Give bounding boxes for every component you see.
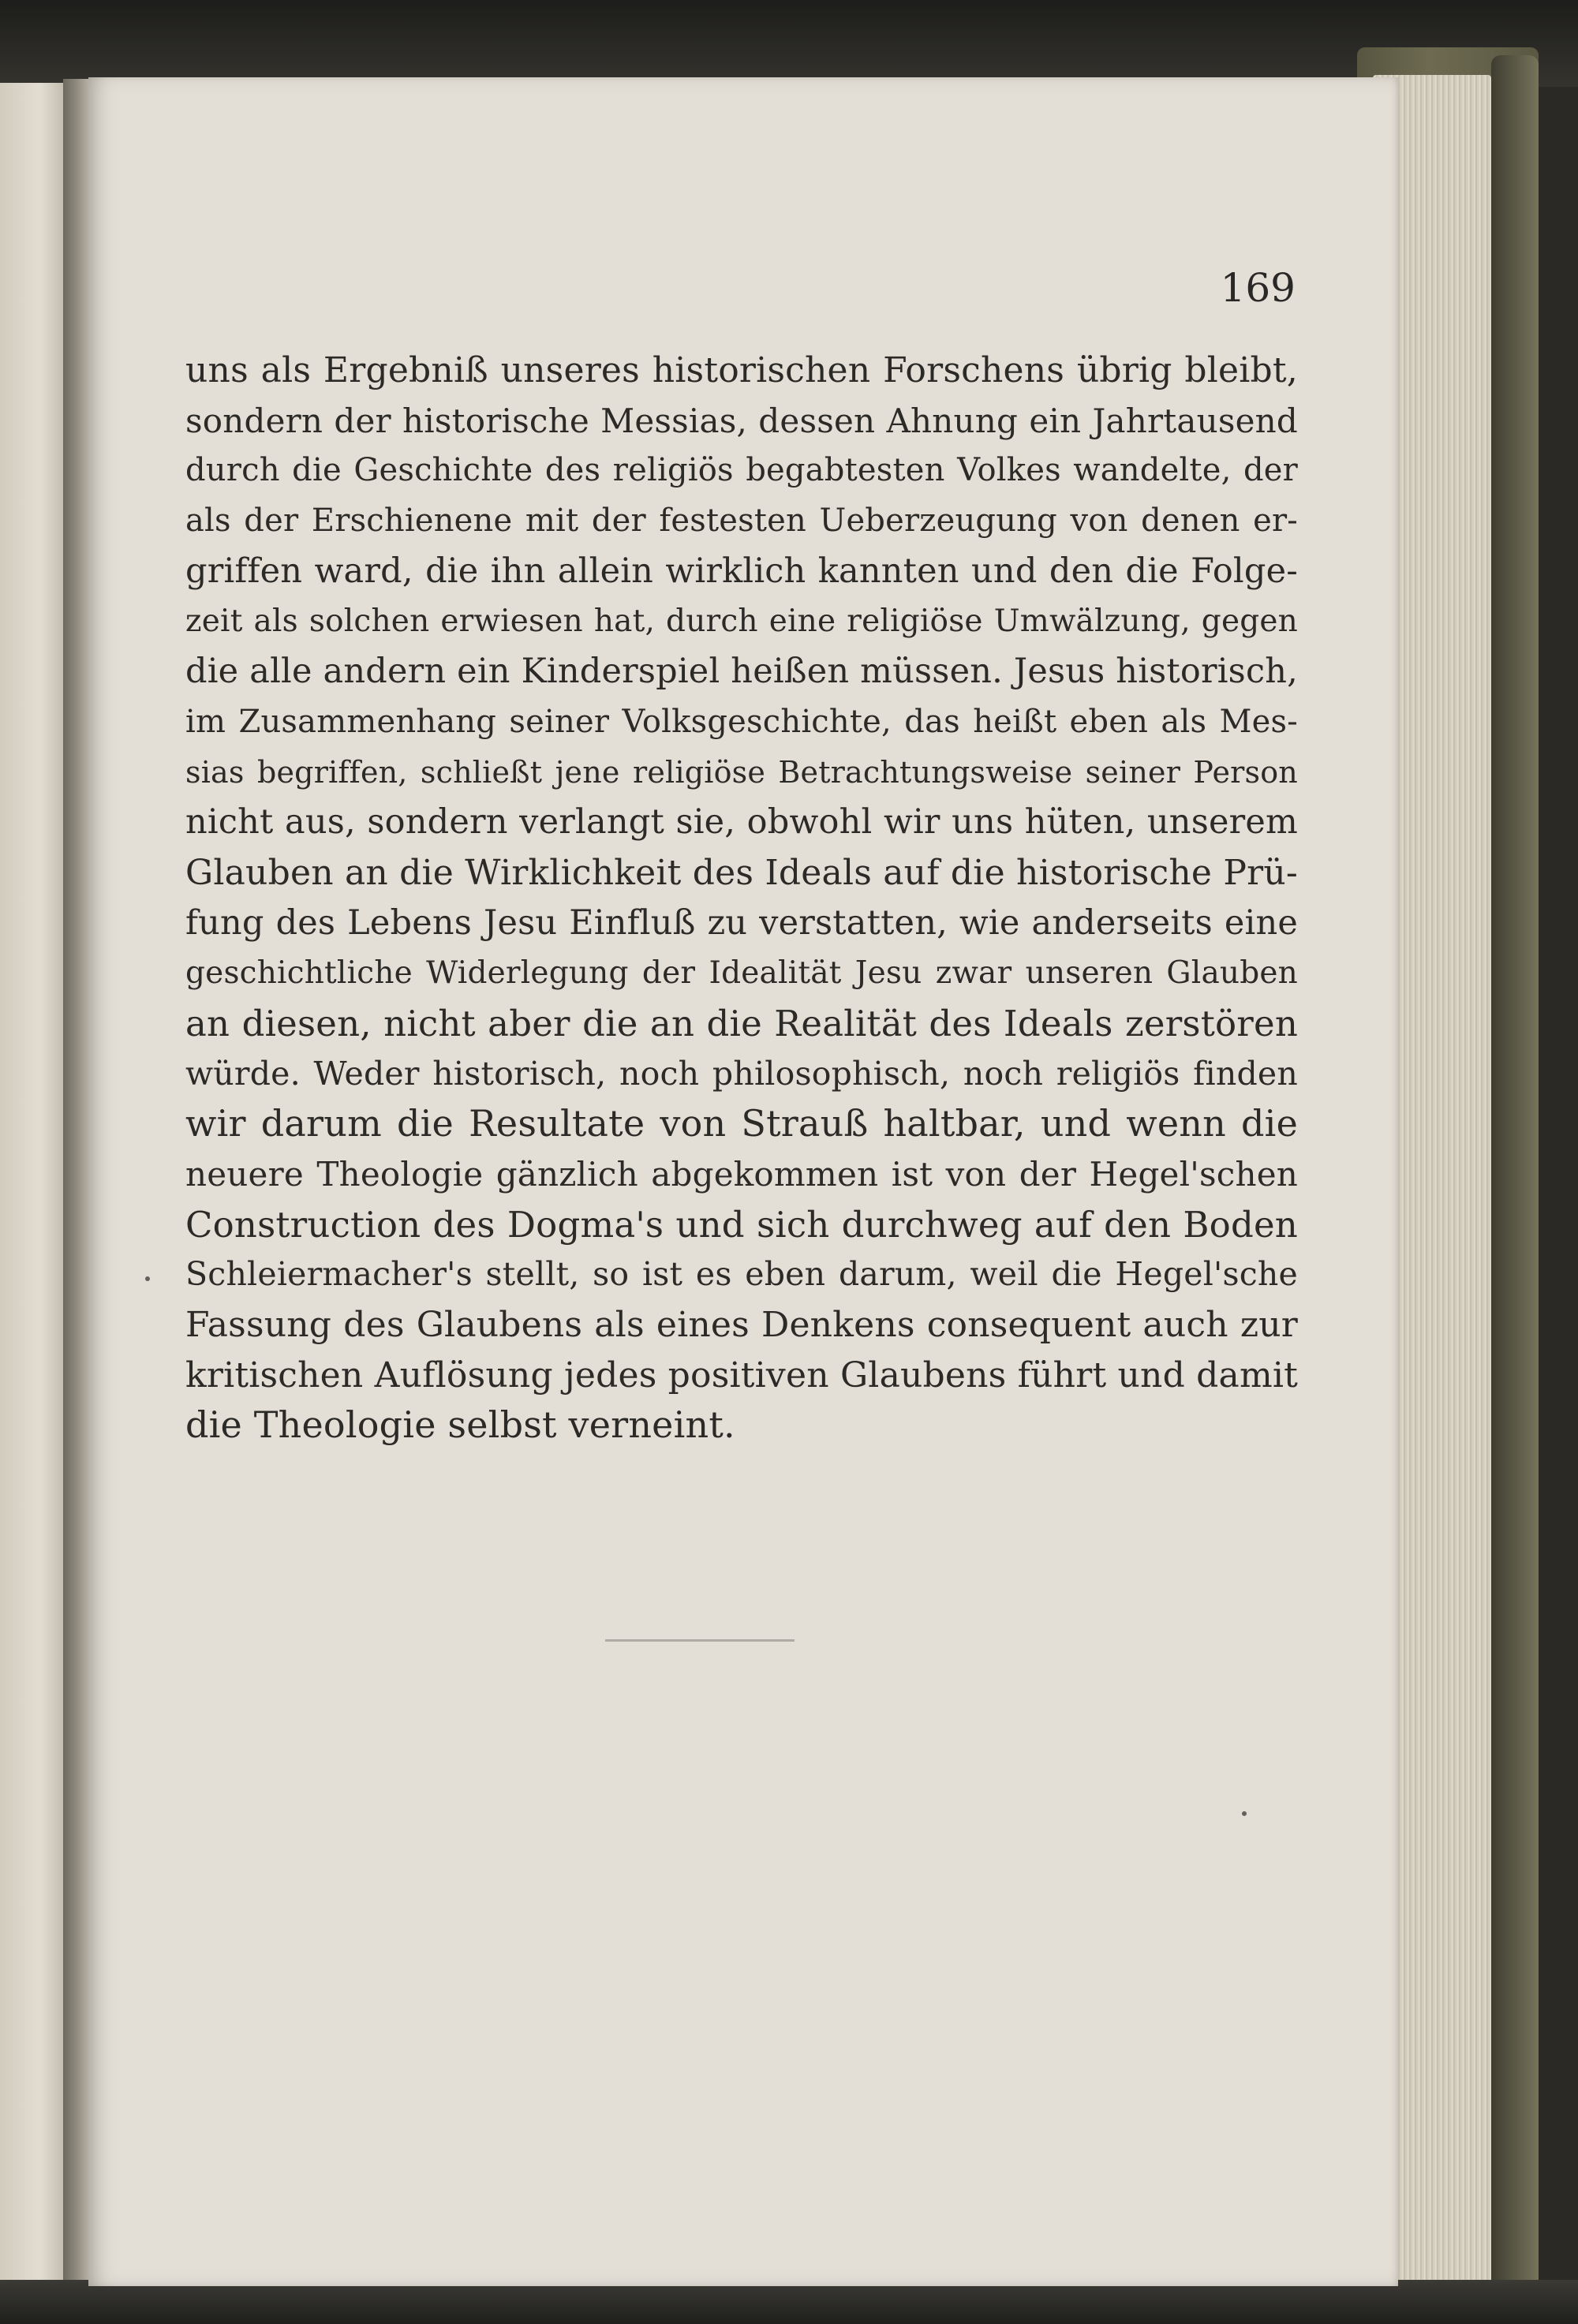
text-line: die alle andern ein Kinderspiel heißen müssen. Jesus historisch,	[185, 652, 1298, 692]
bleed-through-rule	[605, 1639, 795, 1642]
book-cover-edge	[1491, 55, 1539, 2311]
text-line: im Zusammenhang seiner Volksgeschichte, das heißt eben als Mes-	[185, 703, 1298, 740]
backdrop	[0, 0, 1578, 87]
text-line: neuere Theologie gänzlich abgekommen ist von der Hegel'schen	[185, 1155, 1298, 1194]
text-line: nicht aus, sondern verlangt sie, obwohl wir uns hüten, unserem	[185, 802, 1298, 843]
text-line: sias begriffen, schließt jene religiöse Betrachtungsweise seiner Person	[185, 754, 1298, 790]
text-line: durch die Geschichte des religiös begabtesten Volkes wandelte, der	[185, 452, 1298, 489]
text-line: Construction des Dogma's und sich durchweg auf den Boden	[185, 1203, 1298, 1246]
page-number: 169	[1220, 265, 1296, 311]
text-line: als der Erschienene mit der festesten Ueberzeugung von denen er-	[185, 503, 1298, 540]
left-page-edge	[0, 83, 67, 2315]
text-line: kritischen Auflösung jedes positiven Glaubens führt und damit	[185, 1354, 1299, 1396]
text-line: würde. Weder historisch, noch philosophisch, noch religiös finden	[185, 1054, 1298, 1093]
text-line: uns als Ergebniß unseres historischen Forschens übrig bleibt,	[185, 350, 1298, 390]
text-line: an diesen, nicht aber die an die Realität des Ideals zerstören	[185, 1002, 1298, 1044]
ink-speck	[1242, 1811, 1247, 1816]
right-page	[88, 77, 1398, 2286]
text-line: zeit als solchen erwiesen hat, durch eine religiöse Umwälzung, gegen	[185, 603, 1298, 640]
text-line-last: die Theologie selbst verneint.	[185, 1403, 735, 1447]
text-line: Fassung des Glaubens als eines Denkens consequent auch zur	[185, 1305, 1298, 1346]
text-line: geschichtliche Widerlegung der Idealität Jesu zwar unseren Glauben	[185, 955, 1298, 992]
text-line: sondern der historische Messias, dessen Ahnung ein Jahrtausend	[185, 401, 1298, 440]
text-line: fung des Lebens Jesu Einfluß zu verstatten, wie anderseits eine	[185, 902, 1298, 943]
text-line: Schleiermacher's stellt, so ist es eben darum, weil die Hegel'sche	[185, 1255, 1298, 1294]
body-text	[185, 346, 1298, 1451]
bottom-shadow	[0, 2280, 1578, 2324]
text-line: wir darum die Resultate von Strauß haltbar, und wenn die	[185, 1102, 1298, 1145]
text-line: Glauben an die Wirklichkeit des Ideals auf die historische Prü-	[185, 852, 1298, 893]
ink-speck	[145, 1276, 150, 1281]
text-line: griffen ward, die ihn allein wirklich kannten und den die Folge-	[185, 551, 1298, 591]
